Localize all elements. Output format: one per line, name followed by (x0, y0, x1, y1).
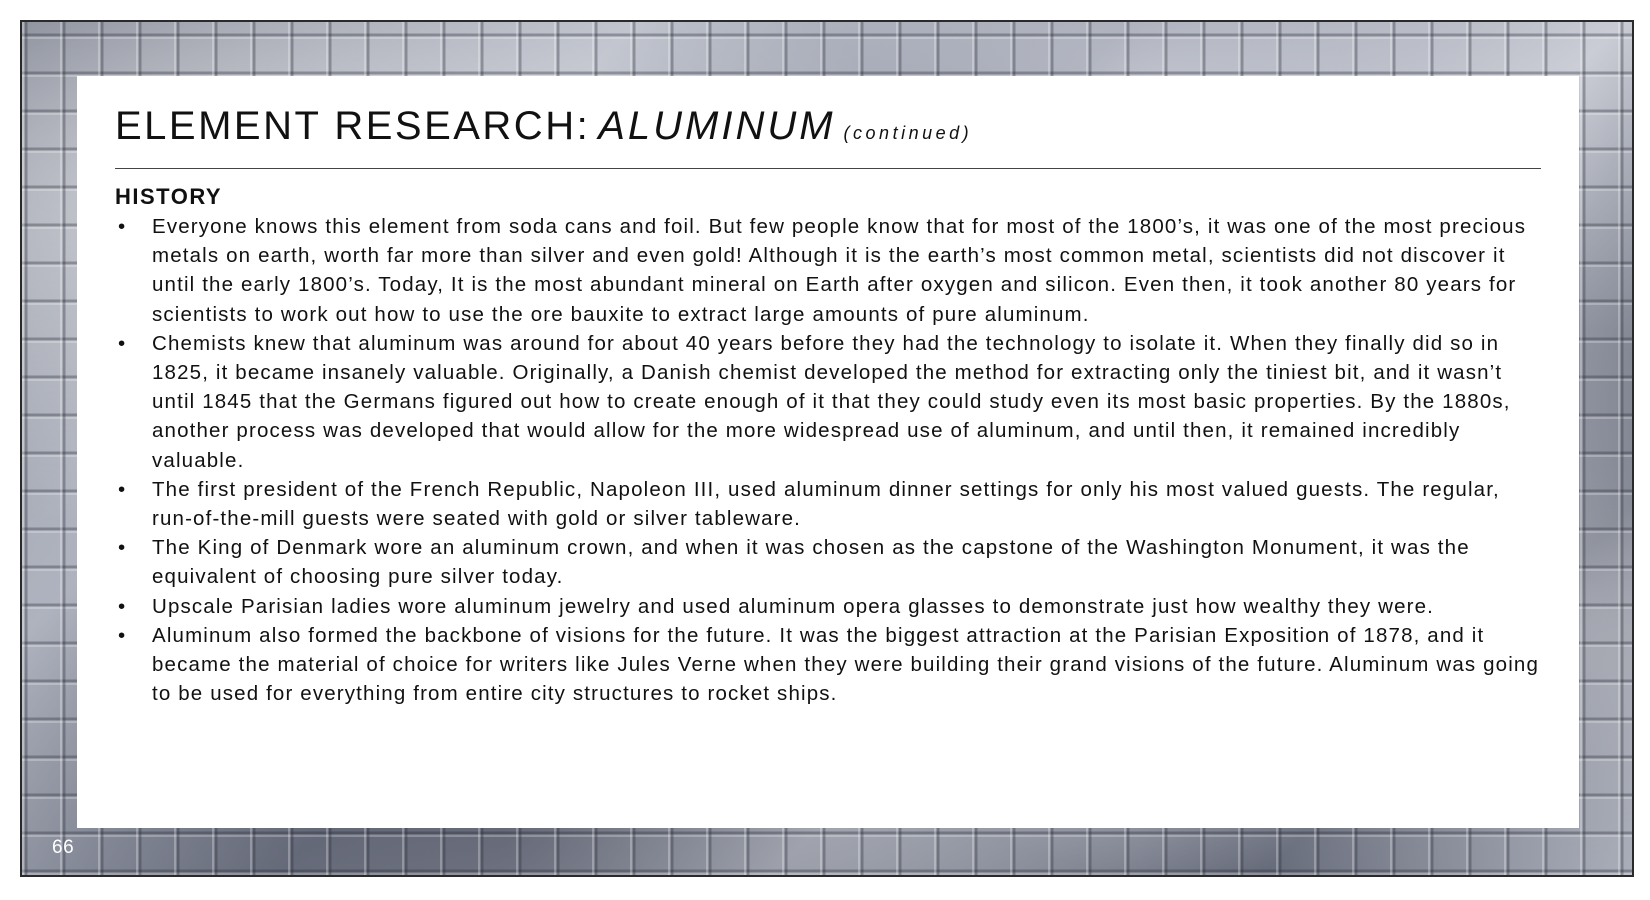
bullet-item (115, 212, 1545, 329)
bullet-marker: • (118, 477, 127, 501)
bullet-item (115, 329, 1545, 475)
bullet-item (115, 621, 1545, 709)
bullet-marker: • (118, 536, 127, 560)
bullet-item (115, 533, 1545, 591)
title-main: ELEMENT RESEARCH: (115, 104, 591, 148)
bullet-marker: • (118, 215, 127, 238)
bullet-item (115, 475, 1545, 533)
bullet-marker: • (118, 623, 127, 647)
page-title (115, 104, 972, 149)
slide-frame (20, 20, 1634, 877)
bullet-text: The King of Denmark wore an aluminum crown, and when it was chosen as the capstone of the Washington Monument, it was the equivalent of choosing pure silver today. (152, 536, 1470, 589)
section-heading: HISTORY (115, 184, 223, 209)
bullet-item (115, 592, 1545, 621)
bullet-marker: • (118, 594, 127, 618)
bullet-text: The first president of the French Republic, Napoleon III, used aluminum dinner settings for only his most valued guests. The regular, run-of-the-mill guests were seated with gold or silver tableware. (152, 477, 1500, 531)
bullet-marker: • (118, 331, 127, 355)
content-panel (77, 76, 1579, 828)
bullet-text: Everyone knows this element from soda cans and foil. But few people know that for most of the 1800’s, it was one of the most precious metals on earth, worth far more than silver and even gold! Although it is the earth’s most common metal, scientists did not discover it until the early 1800’s. Today, It is the most abundant mineral on Earth after oxygen and silicon. Even then, it took another 80 years for scientists to work out how to use the ore bauxite to extract large amounts of pure aluminum. (152, 215, 1527, 326)
bullet-text: Upscale Parisian ladies wore aluminum jewelry and used aluminum opera glasses to demonstrate just how wealthy they were. (152, 594, 1435, 618)
page-number: 66 (52, 837, 75, 858)
title-element-name: ALUMINUM (598, 104, 836, 148)
bullet-text: Chemists knew that aluminum was around for about 40 years before they had the technology to isolate it. When they finally did so in 1825, it became insanely valuable. Originally, a Danish chemist developed the method for extracting only the tiniest bit, and it wasn’t until 1845 that the Germans figured out how to create enough of it that they could study even its most basic properties. By the 1880s, another process was developed that would allow for the more widespread use of aluminum, and until then, it remained incredibly valuable. (152, 331, 1511, 472)
title-suffix: (continued) (843, 123, 973, 143)
bullet-text: Aluminum also formed the backbone of visions for the future. It was the biggest attraction at the Parisian Exposition of 1878, and it became the material of choice for writers like Jules Verne when they were building their grand visions of the future. Aluminum was going to be used for everything from entire city structures to rocket ships. (152, 623, 1540, 706)
bullet-list (115, 212, 1545, 708)
title-divider (115, 168, 1541, 169)
